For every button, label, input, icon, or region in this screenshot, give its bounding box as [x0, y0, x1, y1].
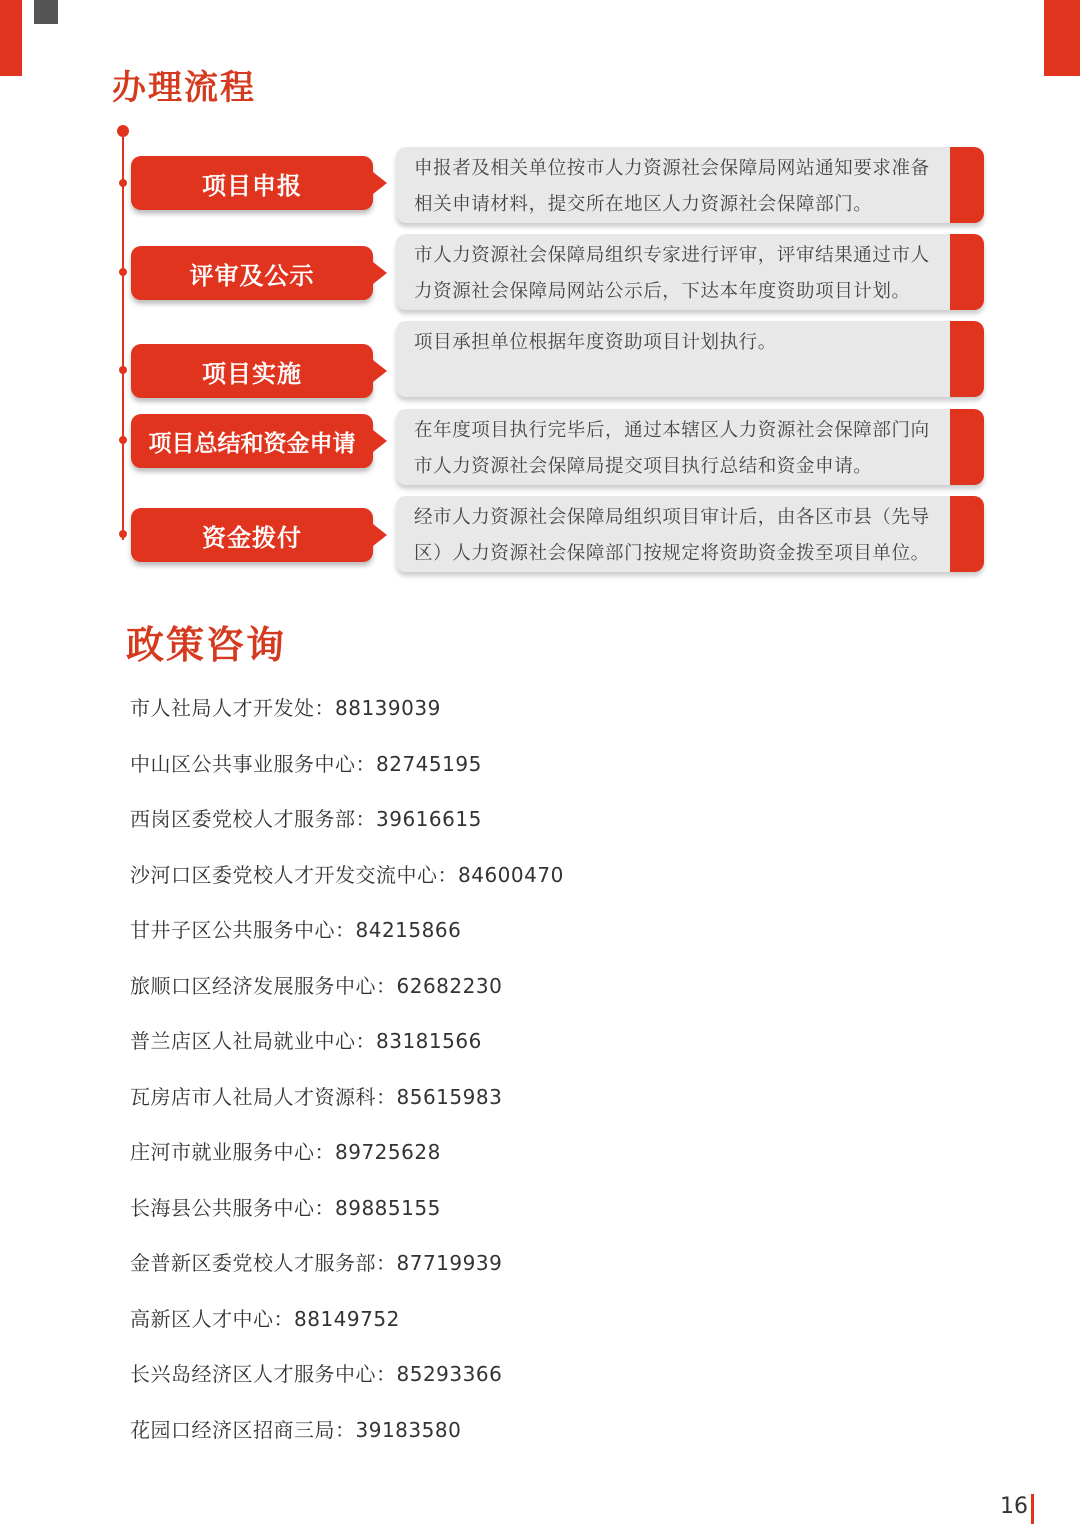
contact-item: 甘井子区公共服务中心：84215866 [130, 918, 462, 942]
timeline-line [122, 130, 124, 540]
step-dot [119, 179, 127, 187]
step-desc-text: 在年度项目执行完毕后，通过本辖区人力资源社会保障部门向市人力资源社会保障局提交项目执行总结和资金申请。 [414, 420, 930, 477]
step-label-declare: 项目申报 [131, 156, 373, 210]
step-label-summary: 项目总结和资金申请 [131, 414, 373, 468]
contact-item: 长海县公共服务中心：89885155 [130, 1196, 441, 1220]
step-desc-review [396, 234, 984, 310]
contact-item: 高新区人才中心：88149752 [130, 1307, 400, 1331]
step-desc-text: 市人力资源社会保障局组织专家进行评审，评审结果通过市人力资源社会保障局网站公示后，下达本年度资助项目计划。 [414, 245, 930, 302]
contact-item: 长兴岛经济区人才服务中心：85293366 [130, 1362, 503, 1386]
step-desc-bar [950, 321, 984, 397]
step-desc-text: 申报者及相关单位按市人力资源社会保障局网站通知要求准备相关申请材料，提交所在地区人力资源社会保障部门。 [414, 158, 930, 215]
step-desc-funding [396, 496, 984, 572]
contact-item: 西岗区委党校人才服务部：39616615 [130, 807, 482, 831]
timeline-start-dot [117, 125, 129, 137]
contact-item: 旅顺口区经济发展服务中心：62682230 [130, 974, 503, 998]
contact-item: 中山区公共事业服务中心：82745195 [130, 752, 482, 776]
step-desc-implement [396, 321, 984, 397]
step-dot [119, 268, 127, 276]
consult-section-title: 政策咨询 [126, 623, 287, 667]
corner-decoration-gray [34, 0, 58, 24]
step-desc-bar [950, 234, 984, 310]
corner-decoration-right [1044, 0, 1080, 76]
step-dot [119, 530, 127, 538]
contact-item: 庄河市就业服务中心：89725628 [130, 1140, 441, 1164]
contact-item: 金普新区委党校人才服务部：87719939 [130, 1251, 503, 1275]
page-number: 16 [1000, 1494, 1028, 1519]
step-desc-text: 项目承担单位根据年度资助项目计划执行。 [414, 332, 777, 353]
step-desc-text: 经市人力资源社会保障局组织项目审计后，由各区市县（先导区）人力资源社会保障部门按规定将资助资金拨至项目单位。 [414, 507, 930, 564]
contact-item: 沙河口区委党校人才开发交流中心：84600470 [130, 863, 564, 887]
step-desc-summary [396, 409, 984, 485]
step-dot [119, 436, 127, 444]
process-section-title: 办理流程 [112, 68, 256, 108]
contact-item: 市人社局人才开发处：88139039 [130, 696, 441, 720]
step-desc-bar [950, 409, 984, 485]
step-label-funding: 资金拨付 [131, 508, 373, 562]
step-desc-declare [396, 147, 984, 223]
step-desc-bar [950, 147, 984, 223]
step-dot [119, 366, 127, 374]
corner-decoration-left [0, 0, 22, 76]
contact-item: 花园口经济区招商三局：39183580 [130, 1418, 462, 1442]
contact-item: 普兰店区人社局就业中心：83181566 [130, 1029, 482, 1053]
step-label-implement: 项目实施 [131, 344, 373, 398]
step-label-review: 评审及公示 [131, 246, 373, 300]
contact-item: 瓦房店市人社局人才资源科：85615983 [130, 1085, 503, 1109]
page-number-bar [1031, 1494, 1034, 1524]
step-desc-bar [950, 496, 984, 572]
